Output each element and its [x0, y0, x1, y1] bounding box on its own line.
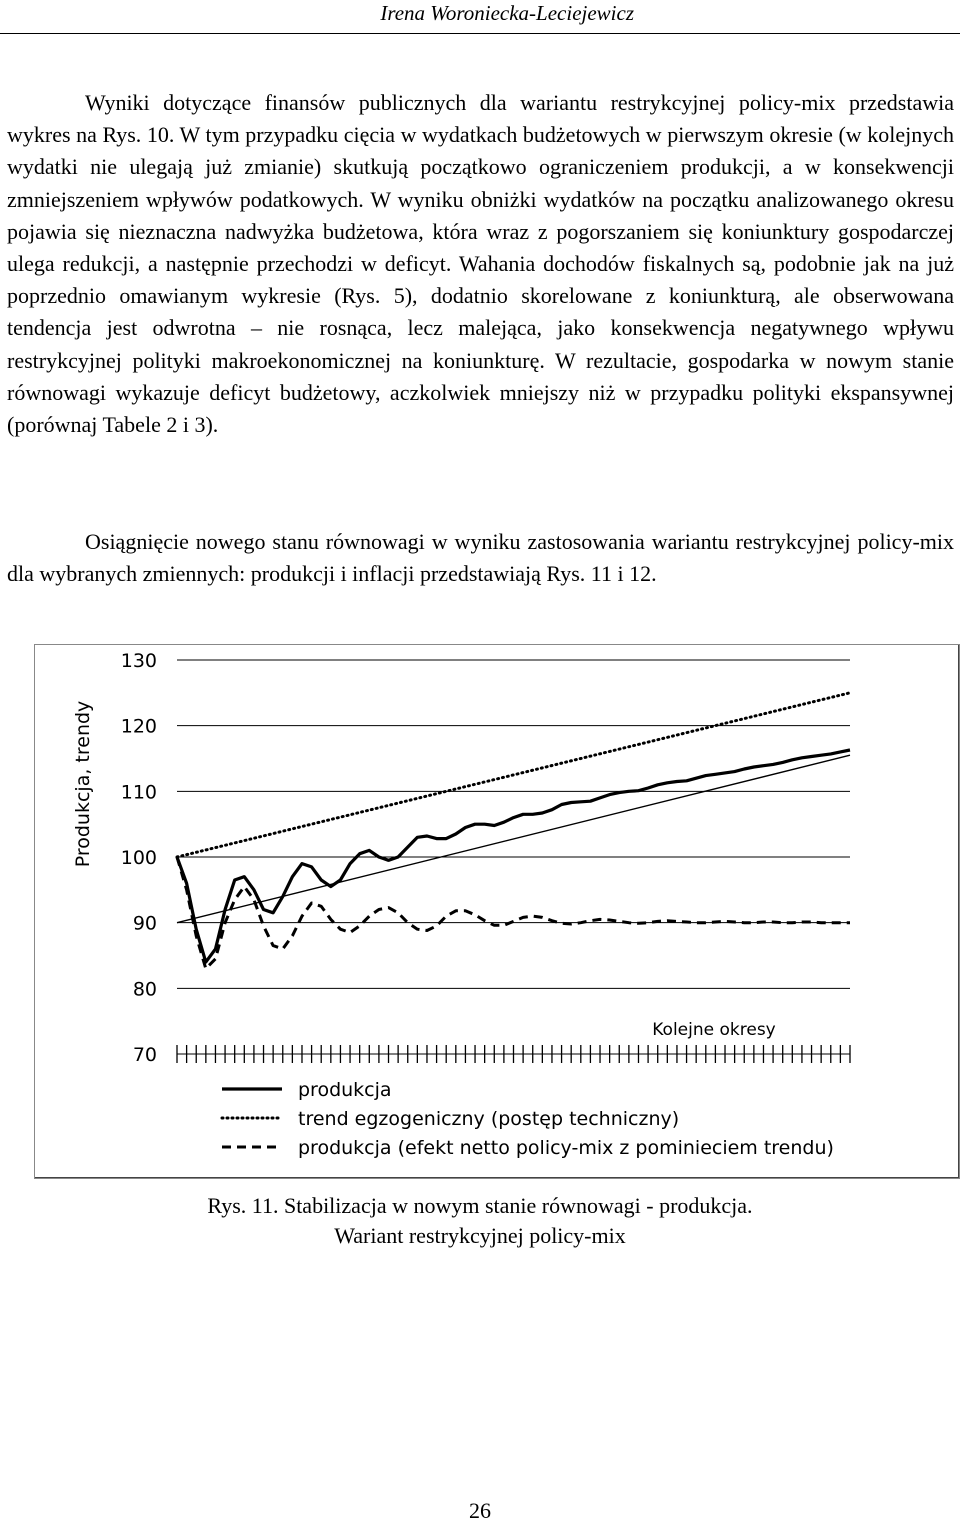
chart-frame — [34, 644, 960, 1179]
figure-caption-line-2: Wariant restrykcyjnej policy-mix — [334, 1223, 626, 1248]
y-tick-label-70: 70 — [132, 1044, 157, 1066]
legend-label-2: produkcja (efekt netto policy-mix z pominieciem trendu) — [298, 1137, 834, 1159]
legend-label-1: trend egzogeniczny (postęp techniczny) — [298, 1108, 680, 1130]
y-tick-label-100: 100 — [120, 847, 157, 869]
y-tick-label-110: 110 — [120, 781, 157, 804]
y-tick-label-120: 120 — [120, 715, 157, 738]
y-tick-label-80: 80 — [132, 978, 157, 1001]
y-tick-label-90: 90 — [132, 912, 157, 935]
y-axis-label: Produkcja, trendy — [72, 700, 94, 868]
page-header — [0, 0, 960, 34]
paragraph-1: Wyniki dotyczące finansów publicznych dla wariantu restrykcyjnej policy-mix przedstawia wykres na Rys. 10. W tym przypadku cięcia w wydatkach budżetowych w pierwszym okresie (w kolejnych wydatki nie ulegają już zmianie) skutkują początkowo ograniczeniem produkcji, a w konsekwencji zmniejszeniem wpływów podatkowych. W wyniku obniżki wydatków na początku analizowanego okresu pojawia się nieznaczna nadwyżka budżetowa, która wraz z pogorszaniem się koniunktury gospodarczej ulega redukcji, a następnie przechodzi w deficyt. Wahania dochodów fiskalnych są, podobnie jak na już poprzednio omawianym wykresie (Rys. 5), dodatnio skorelowane z koniunkturą, ale obserwowana tendencja jest odwrotna – nie rosnąca, lecz malejąca, jako konsekwencja negatywnego wpływu restrykcyjnej polityki makroekonomicznej na koniunkturę. W rezultacie, gospodarka w nowym stanie równowagi wykazuje deficyt budżetowy, aczkolwiek mniejszy niż w przypadku polityki ekspansywnej (porównaj Tabele 2 i 3). — [7, 90, 954, 438]
page-number: 26 — [469, 1498, 491, 1523]
header-author: Irena Woroniecka-Leciejewicz — [380, 1, 634, 25]
figure-rys-11 — [34, 644, 960, 1179]
figure-caption-line-1: Rys. 11. Stabilizacja w nowym stanie równowagi - produkcja. — [207, 1193, 753, 1218]
paragraph-2: Osiągnięcie nowego stanu równowagi w wyniku zastosowania wariantu restrykcyjnej policy-mix dla wybranych zmiennych: produkcji i inflacji przedstawiają Rys. 11 i 12. — [7, 529, 954, 587]
y-tick-label-130: 130 — [120, 650, 157, 672]
x-axis-label: Kolejne okresy — [652, 1020, 776, 1040]
legend-label-0: produkcja — [298, 1079, 392, 1101]
